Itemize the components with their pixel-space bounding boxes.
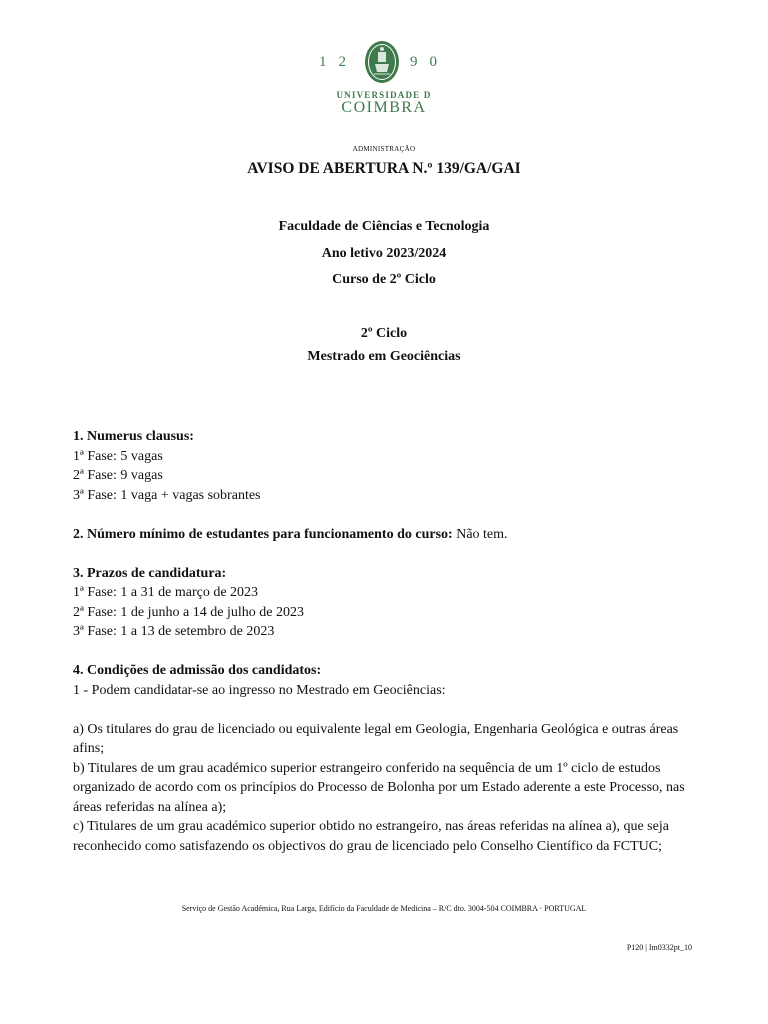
list-item: 3ª Fase: 1 vaga + vagas sobrantes <box>73 487 261 503</box>
condition-a: a) Os titulares do grau de licenciado ou equivalente legal em Geologia, Engenharia Geológica e outras áreas afins; <box>73 721 679 756</box>
condition-c: c) Titulares de um grau académico superior obtido no estrangeiro, nas áreas referidas na alínea a), que seja reconhecido como satisfazendo os objectivos do grau de licenciado pelo Conselho Científico da FCTUC; <box>73 819 669 854</box>
founding-year-left: 12 <box>319 53 358 70</box>
section-2-heading: 2. Número mínimo de estudantes para funcionamento do curso: <box>73 526 453 542</box>
list-item: 2ª Fase: 1 de junho a 14 de julho de 2023 <box>73 604 304 620</box>
university-name-line2: COIMBRA <box>341 99 427 116</box>
section-4-heading: 4. Condições de admissão dos candidatos: <box>73 663 322 678</box>
footer-address: Serviço de Gestão Académica, Rua Larga, Edifício da Faculdade de Medicina – R/C dto. 3004-504 COIMBRA · PORTUGAL <box>181 904 587 913</box>
notice-title: AVISO DE ABERTURA N.º 139/GA/GAI <box>247 160 521 177</box>
university-logo <box>0 40 768 117</box>
admin-label: ADMINISTRAÇÃO <box>352 145 416 153</box>
list-item: 3ª Fase: 1 a 13 de setembro de 2023 <box>73 624 275 639</box>
notice-body <box>73 427 698 856</box>
cycle-label: 2º Ciclo <box>360 326 408 341</box>
university-name-line1: UNIVERSIDADE D <box>336 90 432 100</box>
founding-year-right: 90 <box>410 53 449 70</box>
list-item: 1ª Fase: 5 vagas <box>73 448 163 464</box>
faculty-name: Faculdade de Ciências e Tecnologia <box>278 219 490 234</box>
document-code: P120 | Im0332pt_10 <box>626 943 692 952</box>
section-1-heading: 1. Numerus clausus: <box>73 429 194 444</box>
course-cycle: Curso de 2º Ciclo <box>332 272 436 287</box>
condition-b: b) Titulares de um grau académico superior estrangeiro conferido na sequência de um 1º ciclo de estudos organizado de acordo com os princípios do Processo de Bolonha por um Estado aderente a este Processo, nas áreas referidas na alínea a); <box>73 760 685 815</box>
academic-year: Ano letivo 2023/2024 <box>321 246 447 261</box>
university-seal-icon <box>364 40 400 84</box>
list-item: 2ª Fase: 9 vagas <box>73 468 163 483</box>
section-2 <box>73 525 698 545</box>
list-item: 1ª Fase: 1 a 31 de março de 2023 <box>73 585 259 600</box>
section-2-value: Não tem. <box>452 526 508 542</box>
section-3-heading: 3. Prazos de candidatura: <box>73 565 227 581</box>
section-4-intro: 1 - Podem candidatar-se ao ingresso no Mestrado em Geociências: <box>73 682 446 698</box>
program-name: Mestrado em Geociências <box>307 349 461 364</box>
